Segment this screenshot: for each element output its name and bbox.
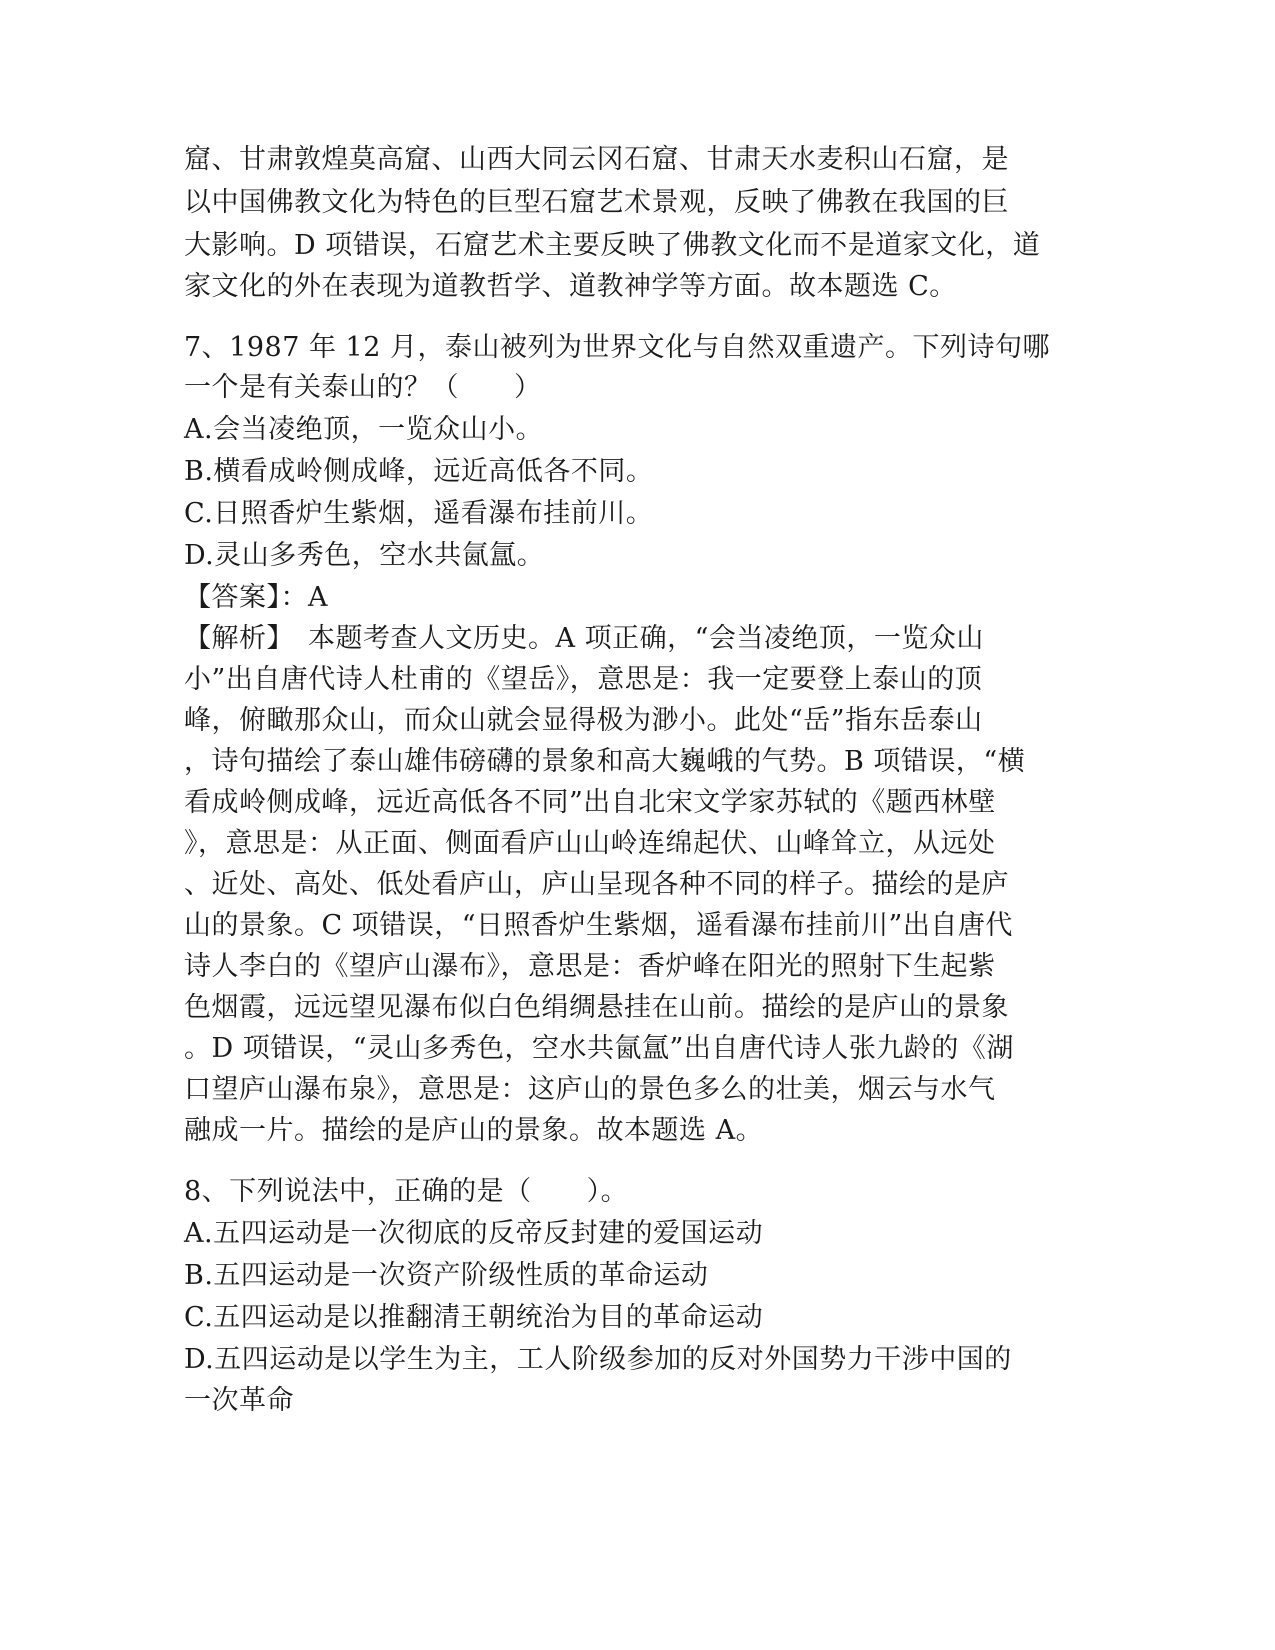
- question-7-analysis-line: 口望庐山瀑布泉》，意思是：这庐山的景色多么的壮美，烟云与水气: [184, 1074, 996, 1105]
- question-7-analysis-line: 小”出自唐代诗人杜甫的《望岳》，意思是：我一定要登上泰山的顶: [184, 664, 983, 695]
- question-8-option-d-continued: 一次革命: [184, 1385, 294, 1416]
- question-7-option-d: D.灵山多秀色，空水共氤氲。: [184, 540, 545, 571]
- question-7-answer: 【答案】：A: [184, 582, 328, 613]
- question-7-option-a: A.会当凌绝顶，一览众山小。: [184, 414, 544, 445]
- prev-analysis-line: 大影响。D 项错误，石窟艺术主要反映了佛教文化而不是道家文化，道: [184, 230, 1041, 261]
- prev-analysis-line: 窟、甘肃敦煌莫高窟、山西大同云冈石窟、甘肃天水麦积山石窟，是: [184, 144, 1009, 175]
- question-7-analysis-line: 色烟霞，远远望见瀑布似白色绢绸悬挂在山前。描绘的是庐山的景象: [184, 992, 1009, 1023]
- prev-analysis-line: 以中国佛教文化为特色的巨型石窟艺术景观，反映了佛教在我国的巨: [184, 187, 1009, 218]
- question-7-analysis-line: 【解析】 本题考查人文历史。A 项正确，“会当凌绝顶，一览众山: [184, 623, 984, 654]
- question-8-stem: 8、下列说法中，正确的是（ ）。: [184, 1176, 629, 1207]
- question-7-analysis-line: 峰，俯瞰那众山，而众山就会显得极为渺小。此处“岳”指东岳泰山: [184, 705, 983, 736]
- question-8-option-c: C.五四运动是以推翻清王朝统治为目的革命运动: [184, 1302, 764, 1333]
- question-7-stem: 7、1987 年 12 月，泰山被列为世界文化与自然双重遗产。下列诗句哪: [184, 332, 1050, 363]
- prev-analysis-line: 家文化的外在表现为道教哲学、道教神学等方面。故本题选 C。: [184, 271, 957, 302]
- question-7-analysis-line: 看成岭侧成峰，远近高低各不同”出自北宋文学家苏轼的《题西林壁: [184, 787, 996, 818]
- question-7-analysis-line: 融成一片。描绘的是庐山的景象。故本题选 A。: [184, 1115, 764, 1146]
- question-8-option-b: B.五四运动是一次资产阶级性质的革命运动: [184, 1260, 709, 1291]
- question-8-option-a: A.五四运动是一次彻底的反帝反封建的爱国运动: [184, 1218, 764, 1249]
- question-7-analysis-line: 山的景象。C 项错误，“日照香炉生紫烟，遥看瀑布挂前川”出自唐代: [184, 910, 1013, 941]
- question-7-option-b: B.横看成岭侧成峰，远近高低各不同。: [184, 456, 654, 487]
- question-7-analysis-line: 、近处、高处、低处看庐山，庐山呈现各种不同的样子。描绘的是庐: [184, 869, 1009, 900]
- question-7-stem: 一个是有关泰山的？（ ）: [184, 372, 542, 403]
- question-7-option-c: C.日照香炉生紫烟，遥看瀑布挂前川。: [184, 498, 654, 529]
- question-7-analysis-line: 诗人李白的《望庐山瀑布》，意思是：香炉峰在阳光的照射下生起紫: [184, 951, 996, 982]
- question-8-option-d: D.五四运动是以学生为主，工人阶级参加的反对外国势力干涉中国的: [184, 1344, 1012, 1375]
- question-7-analysis-line: 。D 项错误，“灵山多秀色，空水共氤氲”出自唐代诗人张九龄的《湖: [184, 1033, 1014, 1064]
- question-7-analysis-line: ，诗句描绘了泰山雄伟磅礴的景象和高大巍峨的气势。B 项错误，“横: [184, 746, 1026, 777]
- question-7-analysis-line: 》，意思是：从正面、侧面看庐山山岭连绵起伏、山峰耸立，从远处: [184, 828, 996, 859]
